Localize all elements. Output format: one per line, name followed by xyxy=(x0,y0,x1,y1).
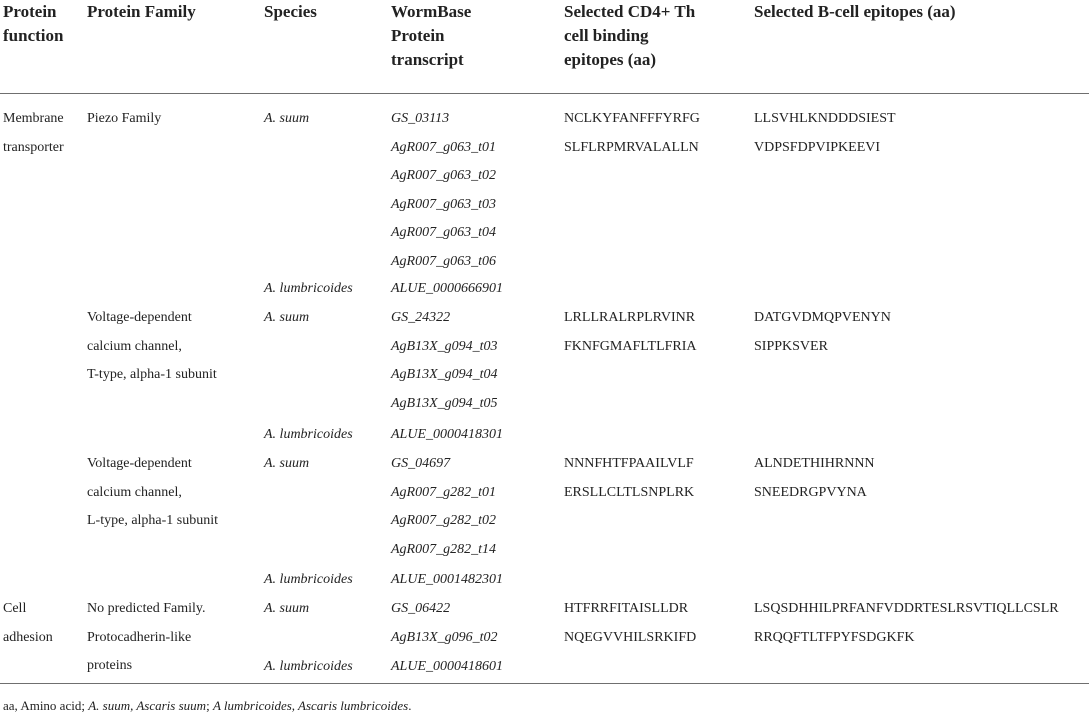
header-protein-function-line: function xyxy=(3,26,64,45)
footnote-separator: ; xyxy=(206,698,213,713)
transcript-id-cell: GS_04697 xyxy=(391,456,451,471)
header-bcell-epitopes: Selected B-cell epitopes (aa) xyxy=(754,2,956,21)
transcript-id-cell: GS_03113 xyxy=(391,111,450,126)
cd4-epitope-cell: NNNFHTFPAAILVLF xyxy=(564,456,694,471)
transcript-id-cell: AgR007_g063_t04 xyxy=(391,225,496,240)
transcript-id-cell: AgR007_g063_t03 xyxy=(391,197,496,212)
bcell-epitope-cell: LSQSDHHILPRFANFVDDRTESLRSVTIQLLCSLR xyxy=(754,601,1059,616)
cd4-epitope-cell: NCLKYFANFFFYRFG xyxy=(564,111,700,126)
transcript-id-cell: AgR007_g282_t02 xyxy=(391,513,496,528)
table-bottom-divider xyxy=(0,683,1089,684)
header-protein-function xyxy=(3,0,63,48)
bcell-epitope-cell: RRQQFTLTFPYFSDGKFK xyxy=(754,630,915,645)
cd4-epitope-cell: ERSLLCLTLSNPLRK xyxy=(564,485,695,500)
transcript-id-cell: AgB13X_g094_t04 xyxy=(391,367,498,382)
protein-family-cell: L-type, alpha-1 subunit xyxy=(87,513,219,528)
protein-family-cell: calcium channel, xyxy=(87,485,182,500)
header-wormbase-transcript xyxy=(391,0,471,72)
cd4-epitope-cell: LRLLRALRPLRVINR xyxy=(564,310,696,325)
cd4-epitope-cell: SLFLRPMRVALALLN xyxy=(564,140,699,155)
species-cell: A. lumbricoides xyxy=(264,659,353,674)
protein-family-cell: Protocadherin-like xyxy=(87,630,192,645)
protein-family-cell: Voltage-dependent xyxy=(87,310,192,325)
transcript-id-cell: AgR007_g282_t14 xyxy=(391,542,496,557)
species-cell: A. lumbricoides xyxy=(264,427,353,442)
header-cd4-line: cell binding xyxy=(564,26,649,45)
species-cell: A. suum xyxy=(264,456,310,471)
species-cell: A. lumbricoides xyxy=(264,572,353,587)
header-protein-function-line: Protein xyxy=(3,2,57,21)
cd4-epitope-cell: HTFRRFITAISLLDR xyxy=(564,601,689,616)
header-species: Species xyxy=(264,2,317,21)
protein-family-cell: T-type, alpha-1 subunit xyxy=(87,367,217,382)
table-footnote xyxy=(3,698,411,714)
footnote-suffix: . xyxy=(408,698,412,713)
species-cell: A. suum xyxy=(264,601,310,616)
protein-family-cell: No predicted Family. xyxy=(87,601,206,616)
transcript-id-cell: AgB13X_g096_t02 xyxy=(391,630,498,645)
protein-function-cell: Cell xyxy=(3,601,27,616)
cd4-epitope-cell: NQEGVVHILSRKIFD xyxy=(564,630,697,645)
header-transcript-line: transcript xyxy=(391,50,464,69)
header-transcript-line: WormBase xyxy=(391,2,472,21)
transcript-id-cell: ALUE_0000418601 xyxy=(391,659,503,674)
bcell-epitope-cell: LLSVHLKNDDDSIEST xyxy=(754,111,896,126)
transcript-id-cell: AgR007_g282_t01 xyxy=(391,485,496,500)
transcript-id-cell: ALUE_0000666901 xyxy=(391,281,503,296)
footnote-abbr-lumbricoides: A lumbricoides, Ascaris lumbricoides xyxy=(212,698,409,713)
transcript-id-cell: ALUE_0001482301 xyxy=(391,572,503,587)
bcell-epitope-cell: ALNDETHIHRNNN xyxy=(754,456,875,471)
transcript-id-cell: GS_24322 xyxy=(391,310,451,325)
transcript-id-cell: ALUE_0000418301 xyxy=(391,427,503,442)
transcript-id-cell: AgB13X_g094_t05 xyxy=(391,396,498,411)
protein-family-cell: Piezo Family xyxy=(87,111,162,126)
header-cd4-line: Selected CD4+ Th xyxy=(564,2,696,21)
bcell-epitope-cell: VDPSFDPVIPKEEVI xyxy=(754,140,881,155)
species-cell: A. lumbricoides xyxy=(264,281,353,296)
protein-function-cell: adhesion xyxy=(3,630,53,645)
footnote-prefix: aa, Amino acid; xyxy=(3,698,89,713)
species-cell: A. suum xyxy=(264,111,310,126)
species-cell: A. suum xyxy=(264,310,310,325)
transcript-id-cell: AgR007_g063_t06 xyxy=(391,254,496,269)
protein-function-cell: Membrane xyxy=(3,111,64,126)
header-transcript-line: Protein xyxy=(391,26,445,45)
bcell-epitope-cell: SIPPKSVER xyxy=(754,339,828,354)
bcell-epitope-cell: DATGVDMQPVENYN xyxy=(754,310,891,325)
header-cd4-epitopes xyxy=(564,0,695,72)
header-protein-family: Protein Family xyxy=(87,2,196,21)
bcell-epitope-cell: SNEEDRGPVYNA xyxy=(754,485,867,500)
header-cd4-line: epitopes (aa) xyxy=(564,50,657,69)
header-divider xyxy=(0,93,1089,94)
protein-family-cell: proteins xyxy=(87,658,133,673)
transcript-id-cell: AgR007_g063_t01 xyxy=(391,140,496,155)
cd4-epitope-cell: FKNFGMAFLTLFRIA xyxy=(564,339,697,354)
protein-family-cell: calcium channel, xyxy=(87,339,182,354)
protein-family-cell: Voltage-dependent xyxy=(87,456,192,471)
protein-function-cell: transporter xyxy=(3,140,64,155)
transcript-id-cell: GS_06422 xyxy=(391,601,451,616)
transcript-id-cell: AgR007_g063_t02 xyxy=(391,168,496,183)
transcript-id-cell: AgB13X_g094_t03 xyxy=(391,339,498,354)
footnote-abbr-suum: A. suum, Ascaris suum xyxy=(88,698,207,713)
